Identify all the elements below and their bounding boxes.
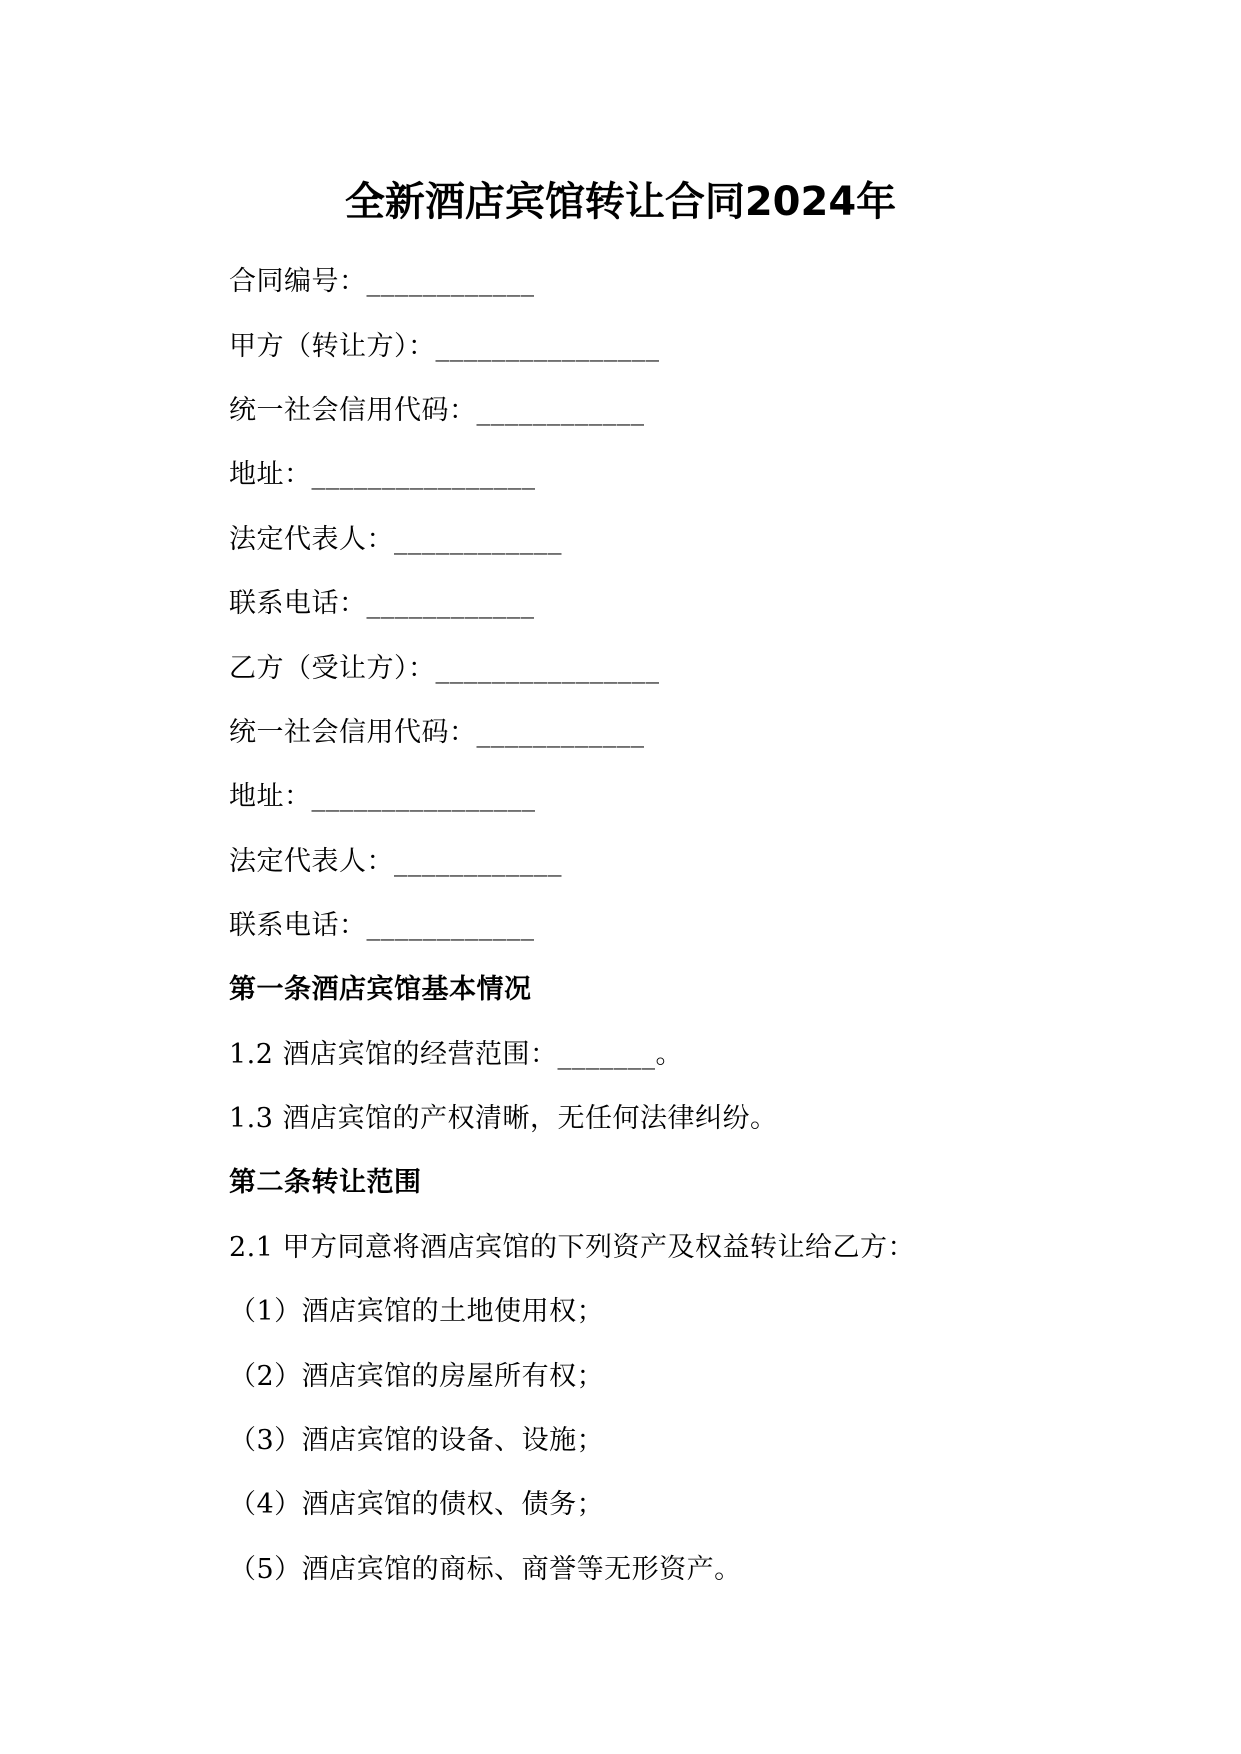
contract-number-field: 合同编号：____________	[229, 266, 535, 297]
article-1-clause-1-2: 1.2 酒店宾馆的经营范围：_______。	[229, 1039, 684, 1070]
article-2-heading: 第二条转让范围	[229, 1167, 422, 1198]
party-a-field: 甲方（转让方）：________________	[229, 331, 660, 362]
document-title: 全新酒店宾馆转让合同2024年	[344, 179, 897, 225]
article-2-item-1: （1）酒店宾馆的土地使用权；	[229, 1296, 605, 1327]
party-a-credit-code-field: 统一社会信用代码：____________	[229, 395, 645, 426]
article-2-item-4: （4）酒店宾馆的债权、债务；	[229, 1489, 605, 1520]
party-a-legal-rep-field: 法定代表人：____________	[229, 524, 562, 555]
party-b-credit-code-field: 统一社会信用代码：____________	[229, 717, 645, 748]
party-b-phone-field: 联系电话：____________	[229, 910, 535, 941]
article-2-clause-2-1: 2.1 甲方同意将酒店宾馆的下列资产及权益转让给乙方：	[229, 1232, 916, 1263]
party-b-address-field: 地址：________________	[229, 781, 536, 812]
party-a-address-field: 地址：________________	[229, 459, 536, 490]
article-2-item-3: （3）酒店宾馆的设备、设施；	[229, 1425, 605, 1456]
article-1-clause-1-3: 1.3 酒店宾馆的产权清晰，无任何法律纠纷。	[229, 1103, 778, 1134]
article-2-item-2: （2）酒店宾馆的房屋所有权；	[229, 1361, 605, 1392]
article-2-item-5: （5）酒店宾馆的商标、商誉等无形资产。	[229, 1554, 742, 1585]
party-b-field: 乙方（受让方）：________________	[229, 653, 660, 684]
article-1-heading: 第一条酒店宾馆基本情况	[229, 974, 532, 1005]
party-a-phone-field: 联系电话：____________	[229, 588, 535, 619]
party-b-legal-rep-field: 法定代表人：____________	[229, 846, 562, 877]
